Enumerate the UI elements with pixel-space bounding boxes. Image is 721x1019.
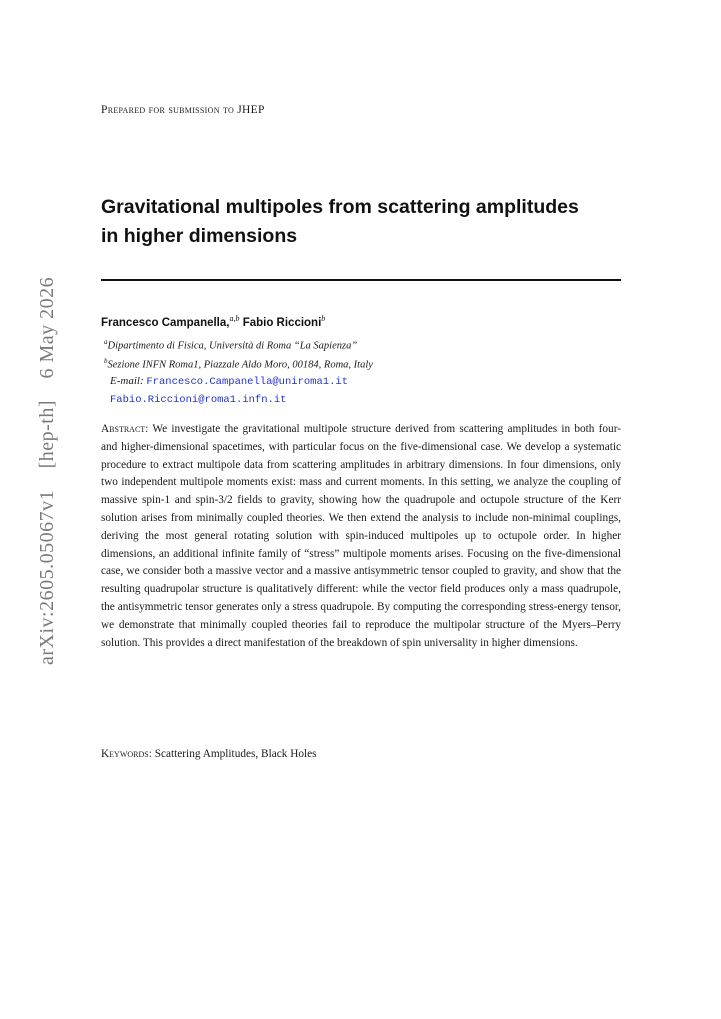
paper-title	[101, 193, 621, 251]
arxiv-category: [hep-th]	[36, 399, 58, 469]
affiliation-mark: a	[104, 338, 108, 346]
abstract-label: Abstract:	[101, 423, 149, 435]
affiliation-a	[104, 338, 357, 352]
email-link-campanella[interactable]: Francesco.Campanella@uniroma1.it	[146, 376, 348, 388]
title-divider	[101, 279, 621, 281]
keywords-label: Keywords:	[101, 748, 152, 760]
submission-note	[101, 104, 265, 116]
abstract-text: We investigate the gravitational multipole structure derived from scattering amplitudes in both four- and higher-dimensional spacetimes, with particular focus on the five-dimensional case. We develop a systematic procedure to extract multipole data from scattering amplitudes in arbitrary dimensions. In four dimensions, only two independent multipole moments exist: mass and current moments. In this setting, we analyze the coupling of massive spin-1 and spin-3/2 fields to gravity, showing how the quadrupole and octupole structure of the Kerr solution arises from minimally coupled theories. We then extend the analysis to include non-minimal couplings, deriving the most general rotating solution with spin-induced multipoles up to octupole order. In higher dimensions, an additional infinite family of “stress” multipole moments arises. Focusing on the five-dimensional case, we consider both a massive vector and a massive antisymmetric tensor coupled to gravity, and show that the resulting quadrupolar structure is qualitatively different: while the vector field produces only a mass quadrupole, the antisymmetric tensor generates only a stress quadrupole. By computing the corresponding stress-energy tensor, we demonstrate that minimally coupled theories fail to reproduce the multipolar structure of the Myers–Perry solution. This provides a direct manifestation of the breakdown of spin universality in higher dimensions.	[101, 423, 621, 649]
email-line	[110, 375, 348, 388]
affiliation-text: Dipartimento di Fisica, Università di Roma “La Sapienza”	[107, 340, 358, 352]
affiliation-text: Sezione INFN Roma1, Piazzale Aldo Moro, 00184, Roma, Italy	[107, 359, 373, 371]
title-line-1: Gravitational multipoles from scattering amplitudes	[101, 196, 579, 218]
author-list	[101, 314, 325, 329]
author-affil-mark: b	[321, 314, 326, 323]
email-label: E-mail:	[110, 375, 144, 387]
keywords-text: Scattering Amplitudes, Black Holes	[154, 748, 317, 760]
abstract	[101, 421, 621, 652]
affiliation-b	[104, 357, 373, 371]
journal-name: JHEP	[237, 104, 265, 116]
prepared-label: Prepared for submission to	[101, 104, 235, 116]
title-line-2: in higher dimensions	[101, 225, 298, 247]
arxiv-id[interactable]: arXiv:2605.05067v1	[36, 489, 58, 665]
author-name: Fabio Riccioni	[242, 316, 322, 329]
author-affil-mark: a,b	[229, 314, 240, 323]
author-name: Francesco Campanella,	[101, 316, 230, 329]
email-link-riccioni[interactable]: Fabio.Riccioni@roma1.infn.it	[110, 394, 287, 406]
keywords	[101, 748, 317, 760]
arxiv-date: 6 May 2026	[36, 276, 58, 379]
affiliation-mark: b	[104, 357, 108, 365]
arxiv-stamp	[36, 261, 59, 665]
